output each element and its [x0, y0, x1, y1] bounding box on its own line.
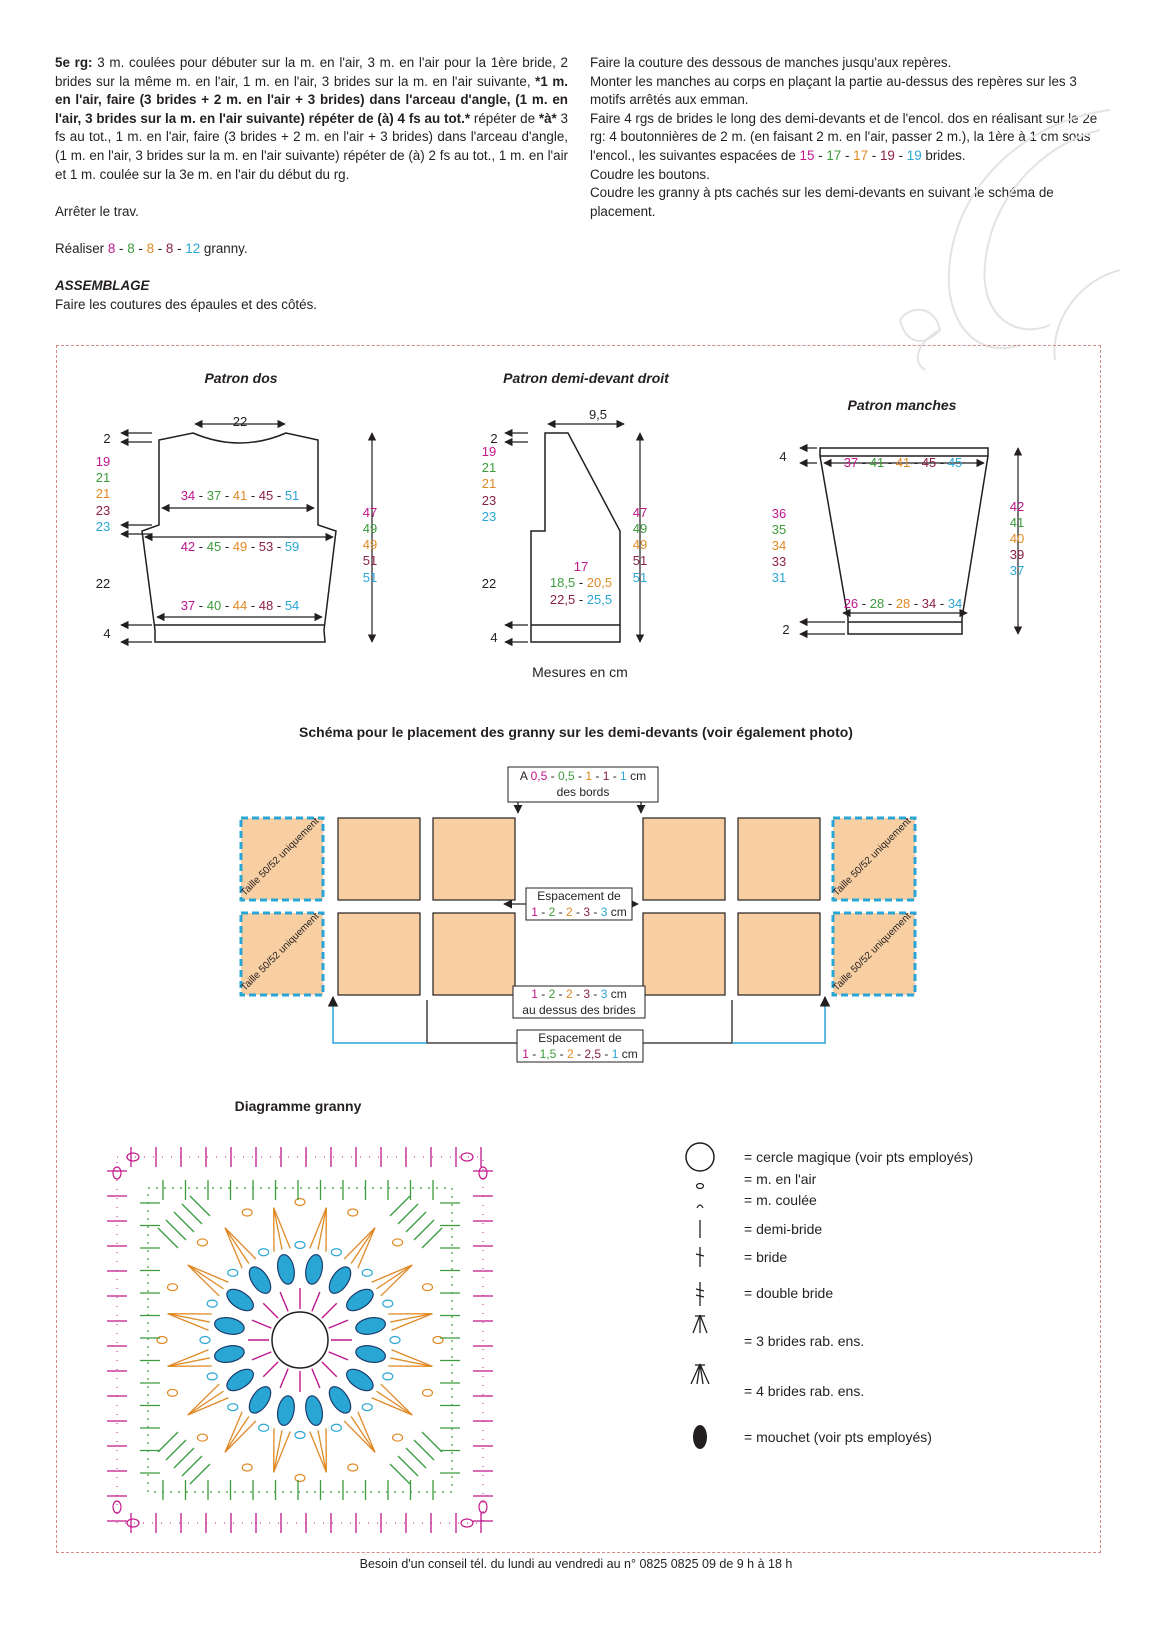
row-5-text-2: répéter de [470, 110, 539, 126]
chain-stitch-mark [295, 1242, 305, 1249]
manches-top-values: 37 - 41 - 41 - 45 - 45 [843, 455, 963, 470]
cluster-stitch-mark [358, 1228, 375, 1269]
spacing-above-label: au dessus des brides [522, 1003, 636, 1017]
size-value: 12 [185, 240, 201, 256]
cluster-stitch-mark [318, 1208, 326, 1250]
cluster-stitch-mark [351, 1228, 375, 1264]
chain-stitch-mark [113, 1167, 121, 1179]
puff-stitch-mark [213, 1343, 246, 1365]
dos-left-bottom: 4 [103, 626, 111, 641]
puff-stitch-mark [245, 1383, 275, 1417]
chain-stitch-mark [259, 1424, 269, 1431]
puff-stitch-mark [325, 1383, 355, 1417]
chain-stitch-mark [197, 1239, 207, 1246]
chain-stitch-mark [479, 1167, 487, 1179]
cluster-stitch-mark [310, 1431, 327, 1472]
size-value: 19 [879, 147, 895, 163]
chain-stitch-mark [331, 1249, 341, 1256]
dos-height-value: 47 [362, 505, 378, 520]
double-stitch-mark [280, 1292, 288, 1311]
dos-armhole-value: 21 [95, 486, 111, 501]
devant-width-values: 22,5 - 25,5 [549, 592, 613, 607]
cluster-stitch-mark [358, 1412, 375, 1453]
manches-right-value: 41 [1009, 515, 1025, 530]
legend-label: = 3 brides rab. ens. [744, 1333, 865, 1349]
devant-left-mid: 22 [481, 576, 497, 591]
manches-bottom-values: 26 - 28 - 28 - 34 - 34 [843, 596, 963, 611]
legend-label: = cercle magique (voir pts employés) [744, 1149, 974, 1165]
chain-stitch-mark [348, 1464, 358, 1471]
devant-armhole-value: 21 [481, 476, 497, 491]
double-stitch-mark [322, 1303, 337, 1318]
dos-bottom-values: 37 - 40 - 44 - 48 - 54 [180, 598, 300, 613]
dos-armhole-value: 23 [95, 503, 111, 518]
devant-armhole-value: 23 [481, 493, 497, 508]
chain-stitch-mark [259, 1249, 269, 1256]
cluster-stitch-mark [168, 1314, 210, 1322]
chain-stitch-mark [393, 1434, 403, 1441]
stop-instruction: Arrêter le trav. [55, 203, 139, 219]
cluster-3-icon [693, 1315, 707, 1333]
puff-stitch-mark [275, 1394, 297, 1427]
double-stitch-mark [390, 1464, 410, 1484]
double-stitch-mark [414, 1440, 434, 1460]
dos-armhole-value: 21 [95, 470, 111, 485]
cluster-stitch-mark [376, 1265, 412, 1289]
dos-height-value: 49 [362, 537, 378, 552]
chain-stitch-mark [228, 1404, 238, 1411]
devant-width-values: 18,5 - 20,5 [549, 575, 613, 590]
devant-height-value: 47 [632, 505, 648, 520]
cluster-stitch-mark [274, 1208, 291, 1249]
chain-stitch-mark [295, 1199, 305, 1206]
devant-height-value: 49 [632, 521, 648, 536]
manches-bottom-left: 2 [782, 622, 790, 637]
cluster-stitch-mark [381, 1265, 412, 1296]
devant-height-value: 51 [632, 553, 648, 568]
patron-manches-title: Patron manches [847, 397, 957, 413]
chain-stitch-mark [383, 1373, 393, 1380]
chain-stitch-mark [207, 1373, 217, 1380]
legend-label: = m. en l'air [744, 1171, 817, 1187]
size-value: 8 [146, 240, 155, 256]
chain-stitch-mark [461, 1153, 473, 1161]
cluster-4-icon [691, 1364, 709, 1384]
magic-ring-icon [272, 1312, 328, 1368]
double-stitch-mark [312, 1292, 320, 1311]
double-stitch-mark [414, 1220, 434, 1240]
chain-stitch-mark [127, 1519, 139, 1527]
cluster-stitch-mark [344, 1228, 375, 1259]
cluster-stitch-mark [344, 1421, 375, 1452]
double-stitch-mark [182, 1456, 202, 1476]
granny-square [433, 818, 515, 900]
puff-stitch-mark [275, 1253, 297, 1286]
cluster-stitch-mark [225, 1416, 249, 1452]
chain-icon [697, 1184, 704, 1189]
chain-stitch-mark [200, 1337, 210, 1344]
double-stitch-mark [252, 1320, 271, 1328]
devant-height-value: 51 [632, 570, 648, 585]
puff-stitch-mark [343, 1285, 377, 1315]
cluster-stitch-mark [390, 1358, 432, 1366]
granny-square [643, 818, 725, 900]
granny-square [643, 913, 725, 995]
spacing-values: 1 - 2 - 2 - 3 - 3 cm [531, 905, 627, 919]
instruction-line: Monter les manches au corps en plaçant la partie au-dessus des repères sur les 3 motifs arrêtés aux emman. [590, 73, 1077, 108]
cluster-stitch-mark [318, 1430, 326, 1472]
puff-stitch-mark [303, 1253, 325, 1286]
cluster-stitch-mark [351, 1416, 375, 1452]
row-5-text-1: 3 m. coulées pour débuter sur la m. en l'air, 3 m. en l'air pour la 1ère bride, 2 brides sur la même m. en l'air, 1 m. en l'air, 3 brides sur la m. en l'air suivante, [55, 55, 568, 89]
instruction-text: brides. [921, 147, 966, 163]
double-stitch-mark [190, 1464, 210, 1484]
double-stitch-mark [329, 1352, 348, 1360]
schema-title: Schéma pour le placement des granny sur les demi-devants (voir également photo) [299, 724, 853, 740]
dos-chest-values: 34 - 37 - 41 - 45 - 51 [180, 488, 300, 503]
size-value: 17 [826, 147, 842, 163]
double-stitch-mark [406, 1212, 426, 1232]
dos-neck-value: 22 [232, 414, 248, 429]
double-stitch-mark [190, 1196, 210, 1216]
manches-right-value: 37 [1009, 563, 1025, 578]
mesures-label: Mesures en cm [532, 664, 628, 680]
cluster-stitch-mark [310, 1208, 327, 1249]
bottom-spacing-label: Espacement de [538, 1031, 622, 1045]
dos-height-value: 51 [362, 570, 378, 585]
double-stitch-mark [174, 1212, 194, 1232]
size-value: 8 [127, 240, 135, 256]
cluster-stitch-mark [225, 1421, 256, 1452]
chain-stitch-mark [242, 1209, 252, 1216]
chain-stitch-mark [393, 1239, 403, 1246]
chain-stitch-mark [127, 1153, 139, 1161]
cluster-stitch-mark [225, 1228, 242, 1269]
cluster-stitch-mark [225, 1412, 242, 1453]
dos-armhole-value: 23 [95, 519, 111, 534]
granny-square [338, 818, 420, 900]
row-5-label: 5e rg: [55, 55, 93, 70]
assemblage-heading: ASSEMBLAGE [55, 278, 150, 294]
chain-stitch-mark [295, 1432, 305, 1439]
size-value: 19 [906, 147, 922, 163]
legend-label: = mouchet (voir pts employés) [744, 1429, 932, 1445]
puff-stitch-mark [223, 1285, 257, 1315]
double-stitch-mark [174, 1448, 194, 1468]
manches-left-value: 34 [771, 538, 787, 553]
edge-distance-label: des bords [556, 785, 610, 799]
double-stitch-mark [158, 1228, 178, 1248]
chain-stitch-mark [383, 1300, 393, 1307]
puff-stitch-mark [223, 1365, 257, 1395]
chain-stitch-mark [422, 1284, 432, 1291]
devant-left-top: 2 [490, 431, 498, 446]
double-stitch-mark [182, 1204, 202, 1224]
size-value: 17 [853, 147, 869, 163]
chain-stitch-mark [362, 1269, 372, 1276]
legend-label: = 4 brides rab. ens. [744, 1383, 865, 1399]
puff-stitch-mark [303, 1394, 325, 1427]
cluster-stitch-mark [372, 1265, 413, 1282]
realiser-prefix: Réaliser [55, 240, 108, 256]
footer-help-line: Besoin d'un conseil tél. du lundi au vendredi au n° 0825 0825 09 de 9 h à 18 h [359, 1557, 793, 1571]
puff-icon [693, 1425, 707, 1449]
chain-stitch-mark [168, 1284, 178, 1291]
double-stitch-mark [322, 1362, 337, 1377]
double-stitch-mark [398, 1456, 418, 1476]
chain-stitch-mark [390, 1337, 400, 1344]
cluster-stitch-mark [168, 1314, 209, 1331]
chain-stitch-mark [113, 1501, 121, 1513]
cluster-stitch-mark [188, 1265, 224, 1289]
cluster-stitch-mark [372, 1398, 413, 1415]
devant-neck-value: 9,5 [588, 407, 608, 422]
treble-icon [696, 1282, 704, 1306]
patron-devant-title: Patron demi-devant droit [503, 370, 669, 386]
diagram-title: Diagramme granny [234, 1098, 362, 1114]
cluster-stitch-mark [274, 1431, 291, 1472]
granny-square [338, 913, 420, 995]
row-5-bold-2: *à* [538, 110, 557, 126]
dos-height-value: 51 [362, 553, 378, 568]
cluster-stitch-mark [225, 1228, 256, 1259]
special-size-label: Taille 50/52 uniquement [830, 815, 914, 899]
cluster-stitch-mark [391, 1314, 432, 1331]
double-stitch-mark [166, 1440, 186, 1460]
patron-dos-title: Patron dos [204, 370, 278, 386]
cluster-stitch-mark [188, 1391, 224, 1415]
legend-label: = demi-bride [744, 1221, 823, 1237]
double-stitch-mark [166, 1220, 186, 1240]
chain-stitch-mark [422, 1389, 432, 1396]
devant-armhole-value: 21 [481, 460, 497, 475]
double-stitch-mark [280, 1369, 288, 1388]
legend-label: = m. coulée [744, 1192, 817, 1208]
dos-armhole-value: 19 [95, 454, 111, 469]
puff-stitch-mark [325, 1263, 355, 1297]
chain-stitch-mark [348, 1209, 358, 1216]
granny-diagram [107, 1147, 493, 1533]
double-stitch-mark [329, 1320, 348, 1328]
manches-left-value: 31 [771, 570, 787, 585]
puff-stitch-mark [343, 1365, 377, 1395]
row-5-bold-1: *1 m. en l'air, faire (3 brides + 2 m. en l'air + 3 brides) dans l'arceau d'angle, (1 m. en l'air, 3 brides sur la m. en l'air suivante) répéter de (à) 4 fs au tot.* [55, 73, 568, 126]
manches-right-value: 42 [1009, 499, 1025, 514]
assemblage-text: Faire les coutures des épaules et des côtés. [55, 296, 318, 312]
cluster-stitch-mark [381, 1384, 412, 1415]
double-stitch-mark [312, 1369, 320, 1388]
legend [686, 1143, 714, 1449]
cluster-stitch-mark [168, 1350, 209, 1367]
instruction-line: Faire 4 rgs de brides le long des demi-devants et de l'encol. dos en réalisant sur le 2e rg: 4 boutonnières de 2 m. (en faisant 2 m. en l'air, passer 2 m.), la 1ère à 1 cm sous l'encol., les suivantes espacées de 15 - 17 - 17 - 19 - 19 brides. [590, 110, 1098, 163]
puff-stitch-mark [245, 1263, 275, 1297]
instruction-line: Faire la couture des dessous de manches jusqu'aux repères. [590, 55, 952, 70]
row-5-text-3: 3 fs au tot., 1 m. en l'air, faire (3 brides + 2 m. en l'air + 3 brides) dans l'arceau d'angle, (1 m. en l'air, 3 brides sur la m. en l'air suivante) répéter de (à) 2 fs au tot., 1 m. en l'air et 1 m. coulée sur la 3e m. en l'air du début du rg. [55, 110, 569, 182]
double-stitch-mark [390, 1196, 410, 1216]
dos-left-top: 2 [103, 431, 111, 446]
chain-stitch-mark [228, 1269, 238, 1276]
devant-width-value: 17 [573, 559, 589, 574]
puff-stitch-mark [354, 1315, 387, 1337]
double-stitch-mark [263, 1362, 278, 1377]
cluster-stitch-mark [188, 1265, 229, 1282]
size-value: 15 [799, 147, 815, 163]
slip-stitch-icon [697, 1205, 703, 1208]
edge-distance-values: A 0,5 - 0,5 - 1 - 1 - 1 cm [519, 769, 647, 783]
instruction-text: Faire 4 rgs de brides le long des demi-devants et de l'encol. dos en réalisant sur le 2e rg: 4 boutonnières de 2 m. (en faisant 2 m. en l'air, passer 2 m.), la 1ère à 1 cm sous l'encol., les suivantes espacées de [590, 110, 1098, 163]
spacing-label: Espacement de [537, 889, 621, 903]
cluster-stitch-mark [168, 1358, 210, 1366]
cluster-stitch-mark [274, 1208, 282, 1250]
double-stitch-mark [398, 1204, 418, 1224]
cluster-stitch-mark [188, 1398, 229, 1415]
devant-armhole-value: 23 [481, 509, 497, 524]
puff-stitch-mark [213, 1315, 246, 1337]
granny-square [738, 818, 820, 900]
manches-right-value: 40 [1009, 531, 1025, 546]
chain-stitch-mark [331, 1424, 341, 1431]
cluster-stitch-mark [376, 1391, 412, 1415]
realiser-line: Réaliser 8 - 8 - 8 - 8 - 12 granny. [55, 240, 248, 256]
instruction-line: Coudre les granny à pts cachés sur les demi-devants en suivant le schéma de placement. [590, 185, 1054, 219]
size-value: 8 [107, 240, 116, 256]
double-stitch-mark [406, 1448, 426, 1468]
cluster-stitch-mark [391, 1350, 432, 1367]
chain-stitch-mark [197, 1434, 207, 1441]
manches-left-value: 36 [771, 506, 787, 521]
double-stitch-mark [263, 1303, 278, 1318]
dos-width-values: 42 - 45 - 49 - 53 - 59 [180, 539, 300, 554]
manches-right-value: 39 [1009, 547, 1025, 562]
patron-devant-shape [531, 433, 620, 642]
chain-stitch-mark [207, 1300, 217, 1307]
dos-height-value: 49 [362, 521, 378, 536]
special-size-label: Taille 50/52 uniquement [238, 910, 322, 994]
double-stitch-mark [422, 1432, 442, 1452]
chain-stitch-mark [242, 1464, 252, 1471]
magic-ring-icon [686, 1143, 714, 1171]
cluster-stitch-mark [188, 1384, 219, 1415]
manches-left-value: 35 [771, 522, 787, 537]
manches-top-left: 4 [779, 449, 787, 464]
instruction-line: Coudre les boutons. [590, 166, 710, 182]
chain-stitch-mark [362, 1404, 372, 1411]
spacing-above-values: 1 - 2 - 2 - 3 - 3 cm [531, 987, 627, 1001]
double-icon [696, 1247, 704, 1267]
devant-armhole-value: 19 [481, 444, 497, 459]
cluster-stitch-mark [225, 1228, 249, 1264]
puff-stitch-mark [354, 1343, 387, 1365]
dos-left-mid: 22 [95, 576, 111, 591]
legend-label: = double bride [744, 1285, 834, 1301]
special-size-label: Taille 50/52 uniquement [238, 815, 322, 899]
realiser-suffix: granny. [200, 240, 248, 256]
special-size-label: Taille 50/52 uniquement [830, 910, 914, 994]
granny-square [433, 913, 515, 995]
cluster-stitch-mark [188, 1265, 219, 1296]
size-value: 8 [165, 240, 174, 256]
chain-stitch-mark [295, 1475, 305, 1482]
bottom-spacing-values: 1 - 1,5 - 2 - 2,5 - 1 cm [522, 1047, 638, 1061]
devant-left-bottom: 4 [490, 630, 498, 645]
legend-label: = bride [744, 1249, 788, 1265]
granny-square [738, 913, 820, 995]
devant-height-value: 49 [632, 537, 648, 552]
manches-left-value: 33 [771, 554, 787, 569]
chain-stitch-mark [168, 1389, 178, 1396]
cluster-stitch-mark [390, 1314, 432, 1322]
double-stitch-mark [422, 1228, 442, 1248]
cluster-stitch-mark [274, 1430, 282, 1472]
double-stitch-mark [252, 1352, 271, 1360]
double-stitch-mark [158, 1432, 178, 1452]
